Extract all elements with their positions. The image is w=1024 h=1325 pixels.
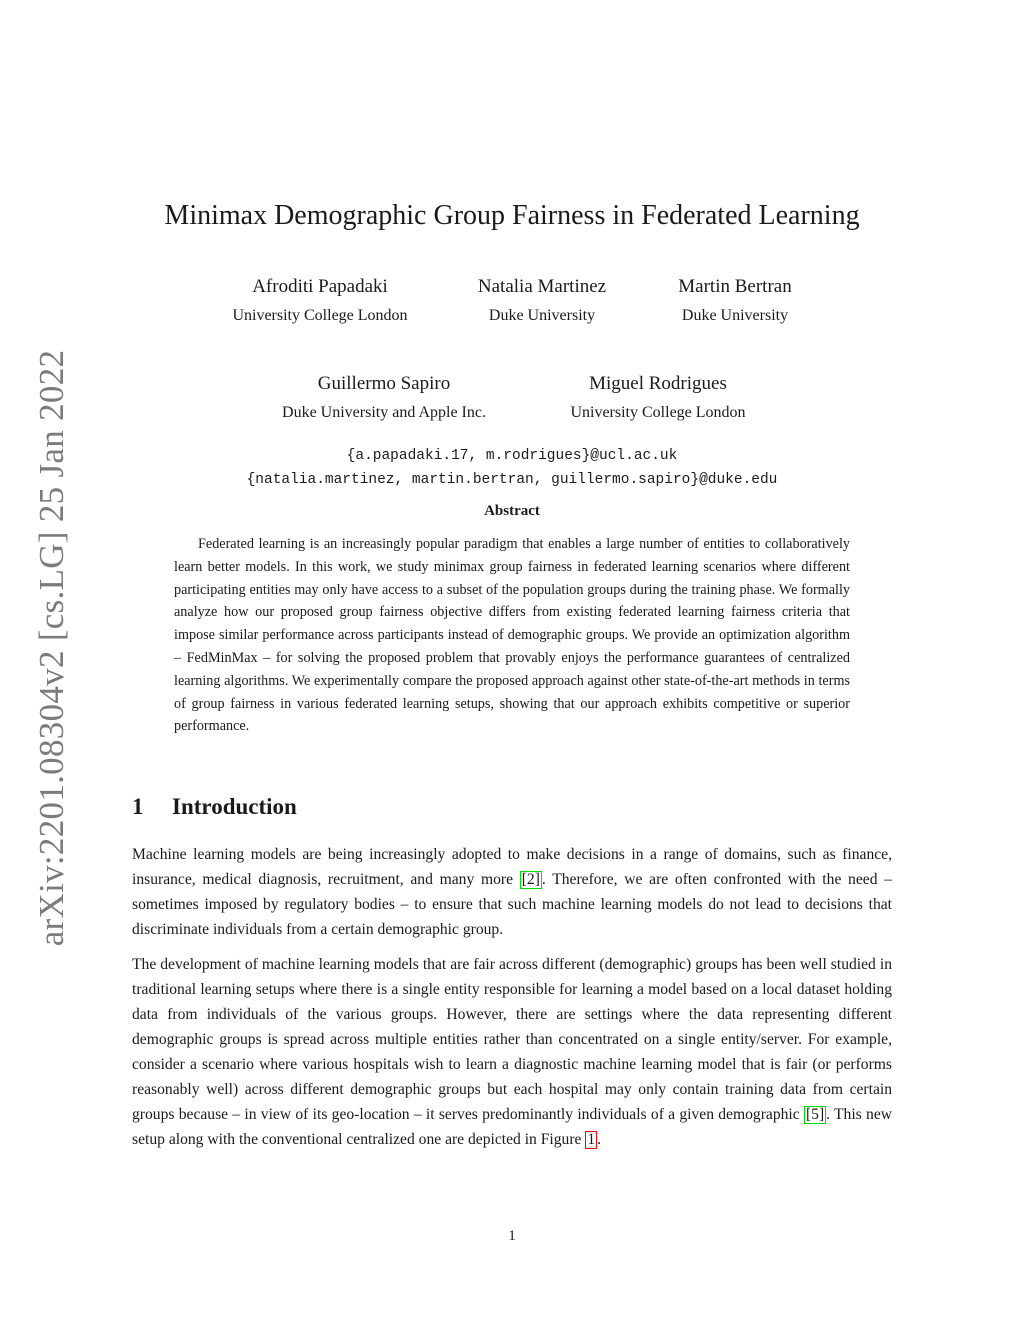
paragraph-text: Machine learning models are being increasingly adopted to make decisions in a range of domains, such as finance, insurance, medical diagnosis, recruitment, and many more [132, 846, 892, 888]
author-name: Natalia Martinez [477, 276, 607, 297]
paper-title: Minimax Demographic Group Fairness in Federated Learning [164, 200, 860, 231]
paragraph-text: The development of machine learning models that are fair across different (demographic) groups has been well studied in traditional learning setups where there is a single entity responsible for learning a model based on a local dataset holding data from individuals of the various groups. However, there are settings where the data representing different demographic groups is spread across multiple entities rather than concentrated on a single entity/server. For example, consider a scenario where various hospitals wish to learn a diagnostic machine learning model that is fair (or performs reasonably well) across different demographic groups but each hospital may only contain training data from certain groups because – in view of its geo-location – it serves predominantly individuals of a given demographic [132, 956, 892, 1123]
citation-link[interactable]: [2] [521, 871, 540, 888]
paragraph-text: . [597, 1131, 602, 1148]
arxiv-identifier: arXiv:2201.08304v2 [cs.LG] 25 Jan 2022 [32, 349, 71, 947]
intro-paragraph-2 [132, 952, 892, 1152]
author-block [432, 275, 652, 327]
author-name: Afroditi Papadaki [252, 276, 388, 297]
author-emails [0, 444, 1024, 492]
author-name: Martin Bertran [678, 276, 792, 297]
paragraph-text: . This new setup along with the conventional centralized one are depicted in Figure [132, 1106, 893, 1148]
citation-link[interactable]: [5] [805, 1106, 825, 1123]
email-line: {natalia.martinez, martin.bertran, guillermo.sapiro}@duke.edu [246, 472, 778, 488]
author-block [170, 275, 470, 327]
author-affiliation: Duke University and Apple Inc. [282, 404, 486, 421]
author-affiliation: University College London [232, 307, 408, 324]
paragraph-text: . Therefore, we are often confronted with the need – sometimes imposed by regulatory bodies – to ensure that such machine learning models do not lead to decisions that discriminate individuals from a certain demographic group. [132, 871, 892, 938]
abstract-heading: Abstract [484, 503, 540, 519]
author-name: Miguel Rodrigues [589, 373, 727, 394]
author-affiliation: University College London [570, 404, 746, 421]
intro-paragraph-1 [132, 842, 892, 942]
abstract-text: Federated learning is an increasingly popular paradigm that enables a large number of entities to collaboratively learn better models. In this work, we study minimax group fairness in federated learning scenarios where different participating entities may only have access to a subset of the population groups during the training phase. We formally analyze how our proposed group fairness objective differs from existing federated learning fairness criteria that impose similar performance across participants instead of demographic groups. We provide an optimization algorithm – FedMinMax – for solving the proposed problem that provably enjoys the performance guarantees of centralized learning algorithms. We experimentally compare the proposed approach against other state-of-the-art methods in terms of group fairness in various federated learning setups, showing that our approach exhibits competitive or superior performance. [174, 536, 850, 735]
section-title: Introduction [172, 794, 297, 819]
section-number: 1 [132, 794, 144, 819]
email-line: {a.papadaki.17, m.rodrigues}@ucl.ac.uk [346, 448, 678, 464]
author-name: Guillermo Sapiro [317, 373, 451, 394]
figure-reference-link[interactable]: 1 [587, 1131, 596, 1148]
author-affiliation: Duke University [488, 307, 596, 324]
author-block [528, 372, 788, 424]
author-affiliation: Duke University [681, 307, 789, 324]
author-block [625, 275, 845, 327]
section-heading [132, 794, 297, 820]
author-block [234, 372, 534, 424]
page-number: 1 [508, 1228, 516, 1244]
